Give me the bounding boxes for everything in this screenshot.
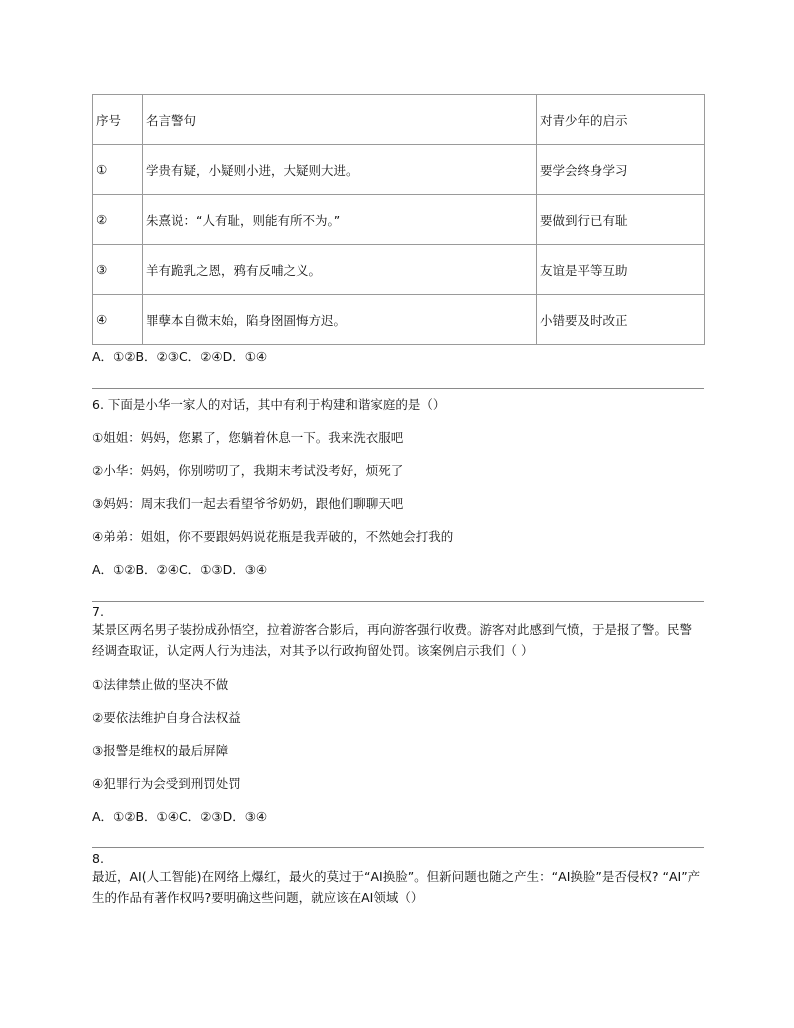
q6-item: ④弟弟：姐姐，你不要跟妈妈说花瓶是我弄破的，不然她会打我的 (92, 529, 454, 544)
q7-number: 7. (92, 604, 104, 619)
q7-item: ④犯罪行为会受到刑罚处罚 (92, 776, 241, 791)
table-row (93, 145, 705, 195)
table-header-row (93, 95, 705, 145)
row-number: ③ (93, 245, 143, 295)
q6-item: ③妈妈：周末我们一起去看望爷爷奶奶，跟他们聊聊天吧 (92, 496, 404, 511)
row-quote: 羊有跪乳之恩，鸦有反哺之义。 (143, 245, 537, 295)
q6-item: ②小华：妈妈，你别唠叨了，我期末考试没考好，烦死了 (92, 463, 404, 478)
q8-stem: 最近，AI(人工智能)在网络上爆红，最火的莫过于“AI换脸”。但新问题也随之产生：“AI换脸”是否侵权? “AI”产生的作品有著作权吗?要明确这些问题，就应该在AI领域（） (92, 869, 701, 905)
header-number: 序号 (93, 95, 143, 145)
quotes-table (92, 94, 705, 345)
row-quote: 学贵有疑，小疑则小进，大疑则大进。 (143, 145, 537, 195)
row-quote: 罪孽本自微末始，陷身囹圄悔方迟。 (143, 295, 537, 345)
q5-options: A．①②B．②③C．②④D．①④ (92, 349, 268, 364)
row-lesson: 要做到行已有耻 (537, 195, 705, 245)
header-lesson: 对青少年的启示 (537, 95, 705, 145)
row-number: ④ (93, 295, 143, 345)
divider (92, 847, 704, 848)
q7-item: ②要依法维护自身合法权益 (92, 710, 241, 725)
table-row (93, 245, 705, 295)
q6-options: A．①②B．②④C．①③D．③④ (92, 562, 268, 577)
divider (92, 601, 704, 602)
q6-stem: 6. 下面是小华一家人的对话，其中有利于构建和谐家庭的是（） (92, 397, 446, 412)
row-lesson: 小错要及时改正 (537, 295, 705, 345)
row-quote: 朱熹说：“人有耻，则能有所不为。” (143, 195, 537, 245)
q7-options: A．①②B．①④C．②③D．③④ (92, 809, 268, 824)
q7-item: ①法律禁止做的坚决不做 (92, 677, 229, 692)
row-number: ② (93, 195, 143, 245)
q6-item: ①姐姐：妈妈，您累了，您躺着休息一下。我来洗衣服吧 (92, 430, 404, 445)
divider (92, 388, 704, 389)
table-row (93, 295, 705, 345)
q7-stem: 某景区两名男子装扮成孙悟空，拉着游客合影后，再向游客强行收费。游客对此感到气愤，于是报了警。民警经调查取证，认定两人行为违法，对其予以行政拘留处罚。该案例启示我们（ ） (92, 622, 693, 658)
table-row (93, 195, 705, 245)
header-quote: 名言警句 (143, 95, 537, 145)
q7-item: ③报警是维权的最后屏障 (92, 743, 229, 758)
q8-number: 8. (92, 851, 104, 866)
row-lesson: 要学会终身学习 (537, 145, 705, 195)
row-number: ① (93, 145, 143, 195)
row-lesson: 友谊是平等互助 (537, 245, 705, 295)
